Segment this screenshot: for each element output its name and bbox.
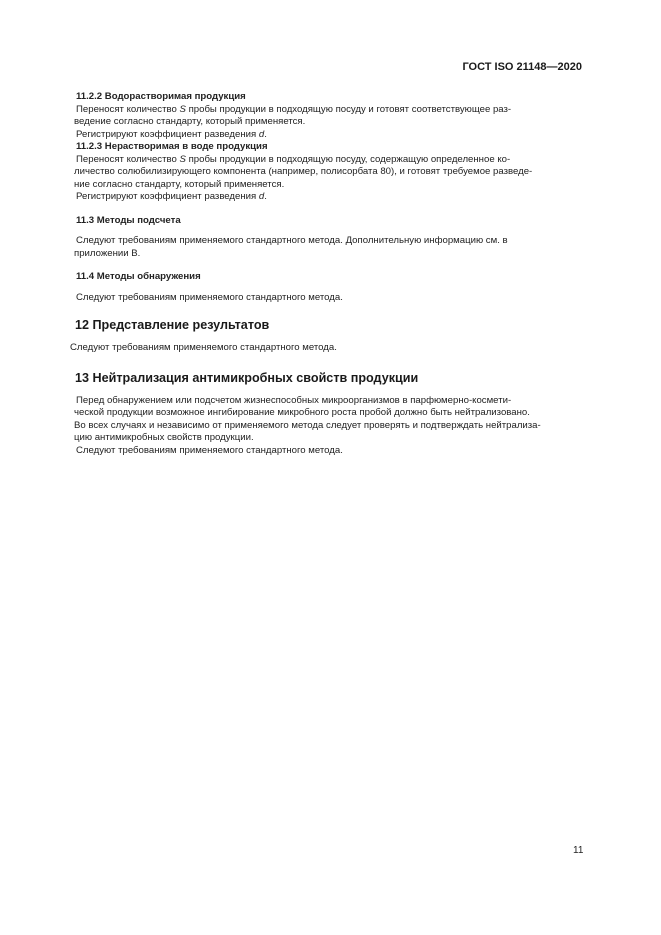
text: Регистрируют коэффициент разведения — [76, 191, 259, 202]
paragraph-line: ведение согласно стандарту, который применяется. — [74, 116, 306, 127]
text: Регистрируют коэффициент разведения — [76, 128, 259, 140]
paragraph — [75, 191, 582, 204]
paragraph-line: Во всех случаях и независимо от применяемого метода следует проверять и подтверждать нейтрализа- — [74, 419, 541, 431]
paragraph-line: Следуют требованиям применяемого стандартного метода. — [76, 444, 343, 456]
text: пробы продукции в подходящую посуду, содержащую определенное ко- — [185, 153, 511, 165]
paragraph — [75, 154, 582, 167]
text: Переносят количество — [76, 153, 180, 165]
paragraph-line: Следуют требованиям применяемого стандартного метода. — [76, 291, 343, 303]
paragraph-line: ческой продукции возможное ингибирование микробного роста пробой должно быть нейтрализовано. — [74, 407, 530, 418]
text: пробы продукции в подходящую посуду и готовят соответствующее раз- — [185, 103, 512, 115]
text: Переносят количество — [76, 103, 180, 115]
text: . — [264, 191, 267, 202]
variable-s: S — [179, 153, 186, 165]
variable-d: d — [258, 191, 265, 202]
paragraph — [75, 129, 582, 142]
text: . — [264, 128, 267, 140]
section-title-12: 12 Представление результатов — [75, 318, 270, 332]
standard-designation: ГОСТ ISO 21148—2020 — [462, 61, 582, 73]
variable-s: S — [179, 103, 186, 115]
paragraph — [75, 104, 582, 117]
section-title-11-2-3: 11.2.3 Нерастворимая в воде продукция — [76, 141, 268, 152]
paragraph-line: Следуют требованиям применяемого стандартного метода. Дополнительную информацию см. в — [76, 235, 508, 246]
section-title-11-2-2: 11.2.2 Водорастворимая продукция — [76, 91, 246, 102]
paragraph-line: Следуют требованиям применяемого стандартного метода. — [70, 342, 337, 353]
section-title-13: 13 Нейтрализация антимикробных свойств продукции — [75, 370, 419, 385]
page-number: 11 — [573, 845, 584, 856]
section-title-11-3: 11.3 Методы подсчета — [76, 214, 181, 226]
variable-d: d — [258, 128, 265, 140]
paragraph-line: цию антимикробных свойств продукции. — [74, 432, 254, 443]
section-title-11-4: 11.4 Методы обнаружения — [76, 271, 201, 282]
paragraph-line: Перед обнаружением или подсчетом жизнеспособных микроорганизмов в парфюмерно-космети- — [76, 394, 512, 406]
document-body — [70, 91, 582, 457]
paragraph-line: ние согласно стандарту, который применяется. — [74, 178, 285, 190]
paragraph-line: приложении В. — [74, 247, 141, 259]
paragraph-line: личество солюбилизирующего компонента (например, полисорбата 80), и готовят требуемое разведе- — [74, 166, 533, 177]
